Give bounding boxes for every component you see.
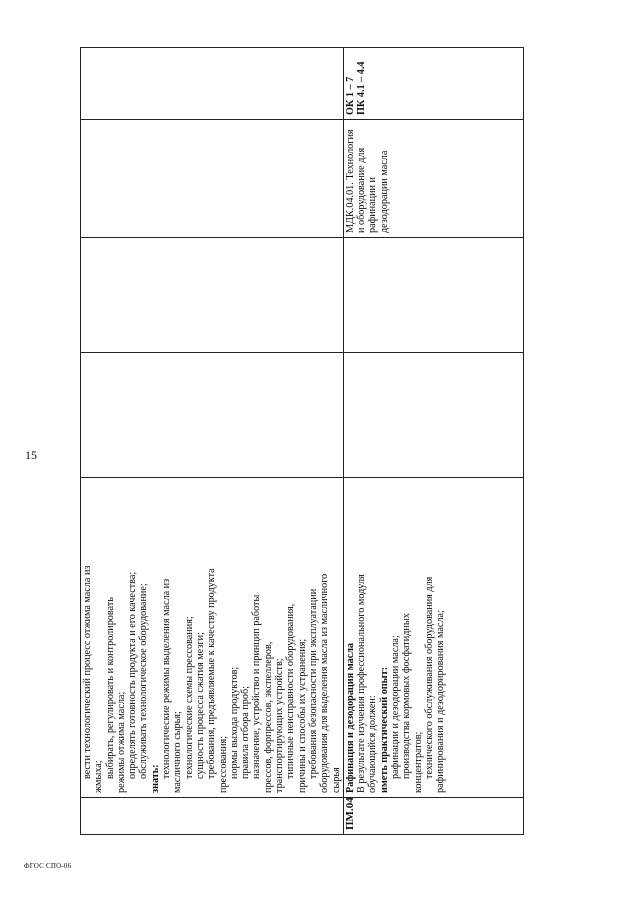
- empty-cell: [81, 353, 344, 478]
- text-line: назначение, устройство и принцип работы: [251, 594, 263, 779]
- text-line: транспортирующих устройств;: [274, 658, 286, 793]
- text-line: Рафинация и дезодорация масла: [344, 642, 356, 793]
- text-line: жмыха;: [93, 760, 105, 793]
- text-line: В результате изучения профессионального модуля: [356, 574, 368, 793]
- mdk-cell: [343, 120, 523, 238]
- module-code-cell: [81, 798, 344, 835]
- page-number: 15: [25, 448, 37, 462]
- text-line: вести технологический процесс отжима масла из: [82, 565, 93, 779]
- mdk-cell: [81, 120, 344, 238]
- text-line: технологические режимы выделения масла из: [161, 578, 173, 779]
- empty-cell: [343, 353, 523, 478]
- text-line: сущность процесса сжатия мезги;: [194, 632, 206, 779]
- text-line: требования безопасности при эксплуатации: [307, 588, 319, 779]
- table-row: [81, 48, 344, 835]
- text-line: масличного сырья;: [172, 711, 184, 793]
- text-line: рафинации и дезодорации масла;: [390, 635, 402, 779]
- text-line: рафинирования и дезодорирования масла;: [435, 610, 447, 793]
- text-line: концентратов;: [412, 731, 424, 793]
- text-line: иметь практический опыт:: [378, 666, 390, 793]
- footer-text: ФГОС СПО-06: [24, 862, 72, 870]
- text-line: технического обслуживания оборудования для: [423, 576, 435, 779]
- competencies-cell: [81, 48, 344, 120]
- text-line: технологические схемы прессования;: [183, 616, 195, 779]
- empty-cell: [81, 238, 344, 353]
- competencies-cell: [343, 48, 523, 120]
- text-line: обучающийся должен:: [367, 695, 379, 793]
- text-line: дезодорации масла: [378, 150, 390, 233]
- text-line: МДК.04.01. Технология: [344, 129, 356, 233]
- text-line: ОК 1 – 7: [344, 76, 356, 115]
- module-description-cell: [343, 478, 523, 798]
- text-line: режимы отжима масла;: [115, 691, 127, 793]
- table-row: [343, 48, 523, 835]
- text-line: ПК 4.1 – 4.4: [356, 61, 368, 115]
- competency-table: [80, 47, 524, 835]
- text-line: правила отбора проб;: [240, 686, 252, 779]
- text-line: и оборудование для: [356, 147, 368, 233]
- text-line: причины и способы их устранения;: [296, 638, 308, 793]
- text-line: рафинации и: [367, 177, 379, 233]
- text-line: производства кормовых фосфатидных: [401, 613, 413, 779]
- text-line: знать:: [149, 764, 161, 793]
- text-line: обслуживать технологическое оборудование;: [138, 583, 150, 779]
- text-line: сырья: [330, 767, 342, 793]
- text-line: определять готовность продукта и его качества;: [127, 571, 139, 779]
- text-line: нормы выхода продуктов;: [228, 666, 240, 779]
- text-line: оборудования для выделения масла из масличного: [319, 573, 331, 793]
- text-line: типичные неисправности оборудования,: [285, 603, 297, 779]
- module-description-cell: [81, 478, 344, 798]
- text-line: требования, предъявляемые к качеству продукта: [206, 568, 218, 779]
- text-line: прессов, форпрессов, экспеллеров,: [262, 641, 274, 793]
- text-line: прессования;: [217, 735, 229, 793]
- rotated-table-wrapper: [80, 48, 447, 835]
- empty-cell: [343, 238, 523, 353]
- module-code-cell: ПМ.04: [343, 798, 523, 835]
- text-line: выбирать, регулировать и контролировать: [104, 597, 116, 779]
